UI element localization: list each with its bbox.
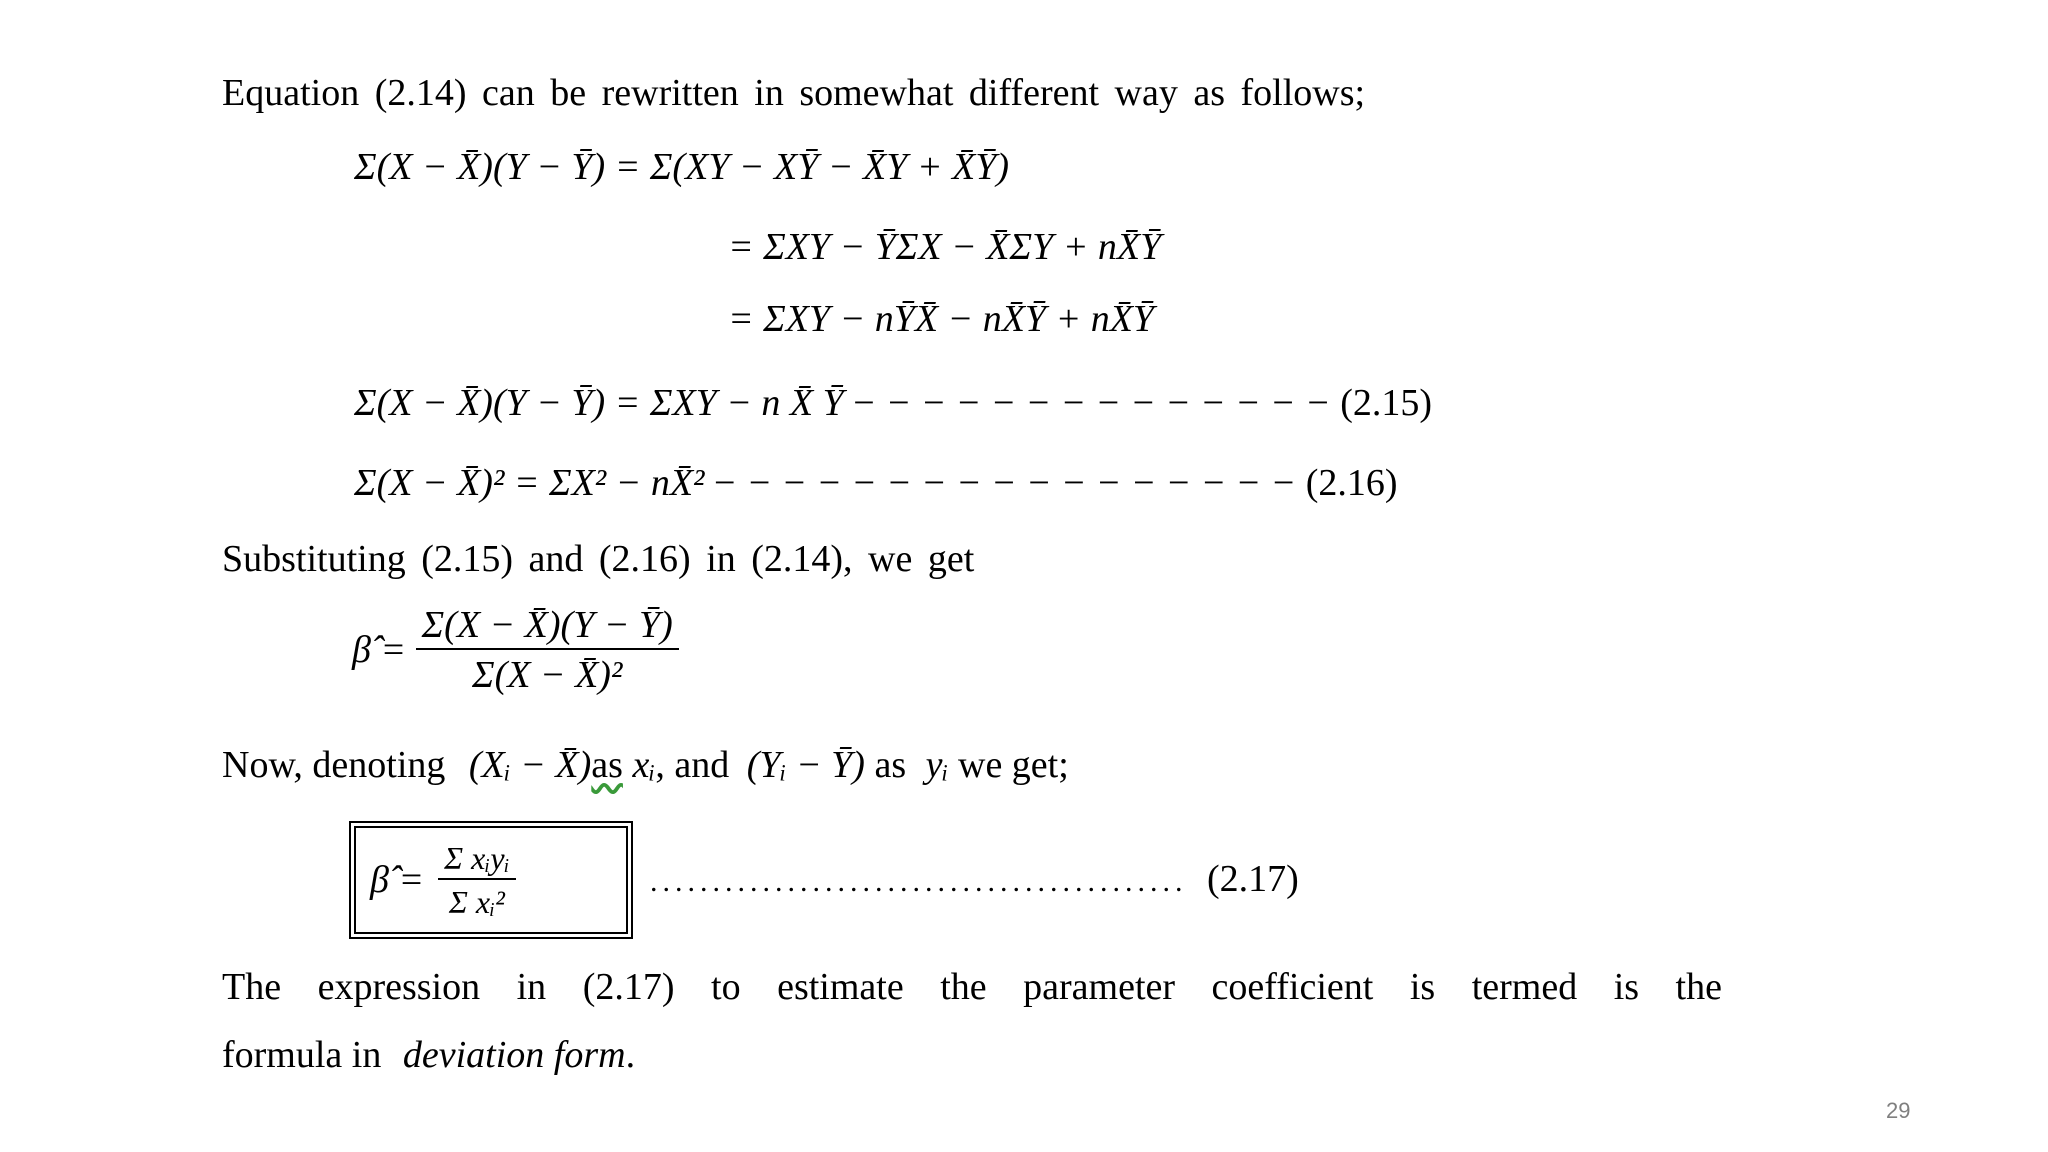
eq-line1-lhs: Σ(X − X̄)(Y − Ȳ) bbox=[354, 146, 606, 188]
substituting-text: Substituting (2.15) and (2.16) in (2.14), we get bbox=[222, 538, 975, 580]
intro-text: Equation (2.14) can be rewritten in somewhat different way as follows; bbox=[222, 72, 1366, 114]
now-part1: Now, denoting bbox=[222, 744, 446, 786]
eq-217-numerator: Σ xᵢyᵢ bbox=[444, 840, 510, 876]
conclusion-italic: deviation form bbox=[402, 1034, 626, 1076]
eq-216-dashes: − − − − − − − − − − − − − − − − − bbox=[713, 462, 1297, 504]
x-deviation: (Xᵢ − X̄) bbox=[468, 744, 592, 786]
page-number: 29 bbox=[1886, 1098, 1911, 1123]
now-end: we get; bbox=[958, 744, 1069, 786]
equation-2-16 bbox=[354, 464, 1398, 502]
conclusion-line1 bbox=[222, 968, 1722, 1006]
beta-numerator: Σ(X − X̄)(Y − Ȳ) bbox=[421, 604, 673, 646]
eq-line1 bbox=[354, 148, 1009, 186]
eq-line2: = ΣXY − ȲΣX − X̄ΣY + nX̄Ȳ bbox=[728, 226, 1162, 268]
eq-216-expression: Σ(X − X̄)² = ΣX² − nX̄² bbox=[354, 462, 705, 504]
equation-2-17 bbox=[370, 830, 516, 930]
eq-line3: = ΣXY − nȲX̄ − nX̄Ȳ + nX̄Ȳ bbox=[728, 298, 1155, 340]
beta-fraction bbox=[416, 606, 679, 694]
beta-fraction-equation bbox=[352, 606, 679, 694]
eq-217-number: (2.17) bbox=[1207, 858, 1299, 900]
conclusion-period: . bbox=[625, 1034, 636, 1076]
eq-217-fraction bbox=[438, 842, 516, 918]
y-deviation: (Yᵢ − Ȳ) bbox=[746, 744, 865, 786]
as-word-1: as bbox=[591, 744, 623, 786]
conclusion-plain: formula in bbox=[222, 1034, 382, 1076]
eq-line1-rhs: = Σ(XY − XȲ − X̄Y + X̄Ȳ) bbox=[614, 146, 1010, 188]
eq-215-number: (2.15) bbox=[1340, 382, 1433, 424]
eq-217-dots: ........................................... bbox=[650, 865, 1188, 898]
equation-2-15 bbox=[354, 384, 1432, 422]
eq-215-expression: Σ(X − X̄)(Y − Ȳ) = ΣXY − n X̄ Ȳ bbox=[354, 382, 844, 424]
eq-216-number: (2.16) bbox=[1305, 462, 1398, 504]
y-small: yᵢ bbox=[925, 744, 949, 786]
as-word-2: as bbox=[874, 744, 907, 786]
eq-215-dashes: − − − − − − − − − − − − − − bbox=[853, 382, 1331, 424]
now-denoting-text bbox=[222, 746, 1069, 784]
conclusion-line1-text: The expression in (2.17) to estimate the parameter coefficient is termed is the bbox=[222, 966, 1722, 1008]
and-text: , and bbox=[655, 744, 730, 786]
eq-217-lhs: β̂ = bbox=[370, 859, 425, 901]
x-small: xᵢ bbox=[632, 744, 656, 786]
eq-217-tail bbox=[650, 860, 1299, 898]
conclusion-line2 bbox=[222, 1036, 635, 1074]
beta-denominator: Σ(X − X̄)² bbox=[416, 648, 679, 694]
beta-lhs: β̂ = bbox=[352, 629, 407, 671]
eq-217-denominator: Σ xᵢ² bbox=[438, 878, 516, 918]
